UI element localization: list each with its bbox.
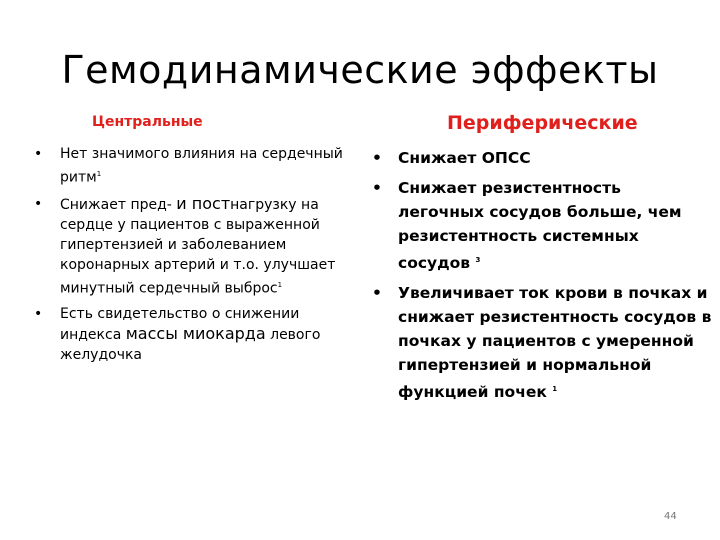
bullet-icon: •	[34, 146, 43, 162]
list-item	[34, 144, 354, 188]
item-text: нагрузку на сердце у пациентов с выраженной гипертензией и заболеванием коронарных артерий и т.о. улучшает минутный сердечный выброс	[60, 196, 336, 297]
bullet-icon: •	[372, 284, 382, 303]
list-item	[372, 146, 712, 170]
peripheral-effects-list	[372, 146, 712, 410]
bullet-icon: •	[372, 149, 382, 167]
item-text: Нет значимого влияния на сердечный ритм	[60, 146, 343, 186]
bullet-icon: •	[372, 179, 382, 197]
list-item	[34, 304, 354, 365]
item-text-emphasis: массы миокарда	[125, 324, 266, 344]
list-item	[372, 281, 712, 404]
bullet-icon: •	[34, 306, 43, 323]
footnote-ref: 1	[96, 170, 102, 178]
peripheral-heading: Периферические	[447, 112, 638, 134]
item-text: Снижает резистентность легочных сосудов больше, чем резистентность системных сосудов	[398, 179, 682, 273]
footnote-ref: 3	[475, 256, 481, 264]
list-item	[34, 194, 354, 299]
central-effects-list	[34, 144, 354, 371]
central-heading: Центральные	[92, 114, 203, 130]
bullet-icon: •	[34, 195, 43, 212]
slide-title: Гемодинамические эффекты	[61, 48, 659, 92]
item-text: Увеличивает ток крови в почках и снижает резистентность сосудов в почках у пациентов с умеренной гипертензией и нормальной функцией почек	[398, 284, 712, 402]
item-text: левого желудочка	[60, 327, 321, 364]
item-text: Снижает пред-	[60, 196, 177, 213]
footnote-ref: 1	[277, 280, 283, 289]
list-item	[372, 176, 712, 275]
footnote-ref: 1	[552, 385, 558, 394]
page-number: 44	[664, 511, 677, 522]
item-text: Снижает ОПСС	[398, 149, 531, 167]
item-text-emphasis: и пост	[176, 193, 231, 213]
item-text: Есть свидетельство о снижении индекса	[60, 306, 300, 344]
